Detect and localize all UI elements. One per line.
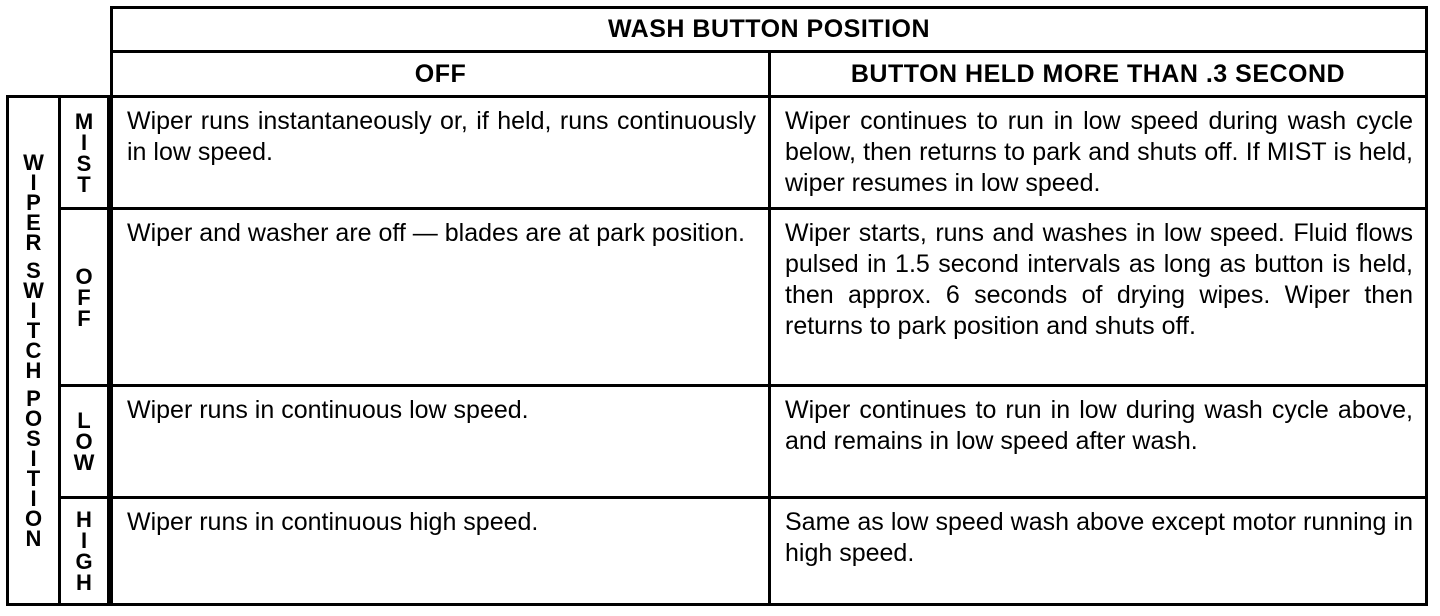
cell-mist-off-text: Wiper runs instantaneously or, if held, runs continuously in low speed. bbox=[127, 107, 756, 166]
column-header-held bbox=[768, 50, 1428, 98]
vertical-letter: O bbox=[75, 263, 93, 289]
column-header-off-label: OFF bbox=[414, 59, 467, 88]
cell-low-held bbox=[768, 384, 1428, 499]
cell-mist-off bbox=[110, 95, 771, 210]
vertical-letter: I bbox=[80, 528, 88, 553]
row-position-off bbox=[58, 207, 110, 387]
vertical-letter: P bbox=[26, 189, 41, 215]
column-header-off bbox=[110, 50, 771, 98]
wash-button-position-header bbox=[110, 6, 1428, 53]
vertical-letter: N bbox=[25, 525, 42, 551]
cell-off-held-text: Wiper starts, runs and washes in low speed. Fluid flows pulsed in 1.5 second intervals as long as button is held, then approx. 6 seconds of drying wipes. Wiper then returns to park position and shuts off. bbox=[785, 219, 1413, 340]
wiper-switch-position-label bbox=[6, 95, 61, 606]
cell-off-off bbox=[110, 207, 771, 387]
vertical-letter: S bbox=[76, 150, 92, 176]
vertical-letter: T bbox=[26, 465, 41, 491]
cell-low-held-text: Wiper continues to run in low during wash cycle above, and remains in low speed after wash. bbox=[785, 396, 1413, 455]
cell-off-off-text: Wiper and washer are off — blades are at park position. bbox=[127, 219, 745, 247]
vertical-letter: S bbox=[26, 425, 41, 451]
row-position-low bbox=[58, 384, 110, 499]
column-header-held-label: BUTTON HELD MORE THAN .3 SECOND bbox=[850, 59, 1346, 88]
vertical-letter: O bbox=[75, 429, 93, 454]
vertical-letter: E bbox=[26, 209, 41, 235]
header-title: WASH BUTTON POSITION bbox=[607, 15, 931, 43]
vertical-letter: G bbox=[75, 549, 93, 574]
vertical-letter: F bbox=[77, 284, 91, 310]
vertical-letter: O bbox=[24, 505, 43, 531]
vertical-letter: W bbox=[73, 450, 95, 475]
vertical-letter: L bbox=[77, 408, 91, 433]
vertical-letter: I bbox=[30, 445, 37, 471]
row-position-mist bbox=[58, 95, 110, 210]
cell-mist-held bbox=[768, 95, 1428, 210]
row-position-high bbox=[58, 496, 110, 606]
cell-low-off bbox=[110, 384, 771, 499]
vertical-letter: W bbox=[23, 149, 44, 175]
vertical-letter: T bbox=[77, 171, 91, 197]
vertical-letter: W bbox=[23, 277, 44, 303]
vertical-letter: I bbox=[30, 169, 37, 195]
vertical-letter: H bbox=[25, 357, 42, 383]
vertical-letter: I bbox=[30, 485, 37, 511]
cell-off-held bbox=[768, 207, 1428, 387]
vertical-letter: P bbox=[26, 385, 41, 411]
cell-high-held-text: Same as low speed wash above except motor running in high speed. bbox=[785, 508, 1413, 567]
vertical-letter: R bbox=[25, 229, 42, 255]
cell-high-held bbox=[768, 496, 1428, 606]
vertical-letter: I bbox=[30, 297, 37, 323]
cell-mist-held-text: Wiper continues to run in low speed during wash cycle below, then returns to park and shuts off. If MIST is held, wiper resumes in low speed. bbox=[785, 107, 1413, 197]
cell-high-off-text: Wiper runs in continuous high speed. bbox=[127, 508, 539, 536]
vertical-letter: I bbox=[80, 129, 88, 155]
vertical-letter: H bbox=[76, 570, 92, 595]
cell-low-off-text: Wiper runs in continuous low speed. bbox=[127, 396, 529, 424]
vertical-letter: O bbox=[24, 405, 43, 431]
vertical-letter: C bbox=[25, 337, 42, 363]
vertical-letter: F bbox=[77, 305, 91, 331]
vertical-letter: S bbox=[26, 257, 41, 283]
vertical-letter: H bbox=[76, 507, 92, 532]
vertical-letter: T bbox=[26, 317, 41, 343]
vertical-letter: M bbox=[74, 108, 94, 134]
cell-high-off bbox=[110, 496, 771, 606]
